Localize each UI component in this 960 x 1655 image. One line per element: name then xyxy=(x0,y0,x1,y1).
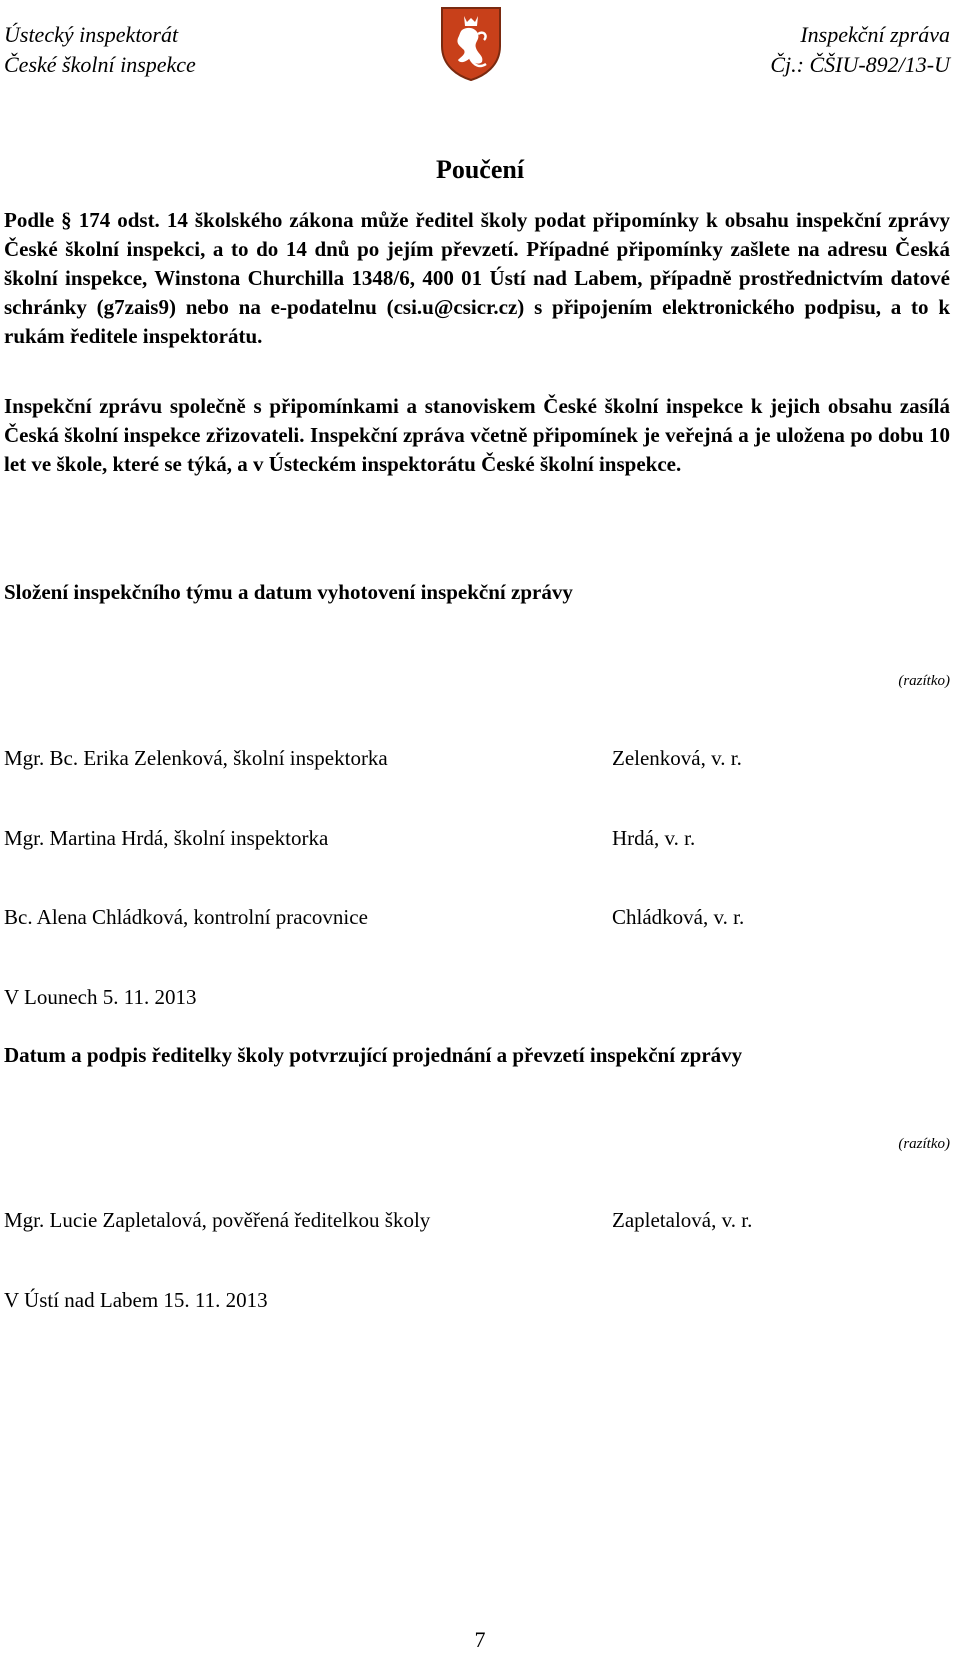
team-member-signature: Chládková, v. r. xyxy=(612,905,745,929)
director-signature: Zapletalová, v. r. xyxy=(612,1208,753,1232)
instruction-paragraph: Podle § 174 odst. 14 školského zákona může ředitel školy podat připomínky k obsahu inspekční zprávy České školní inspekci, a to do 14 dnů po jejím převzetí. Případné připomínky zašlete na adresu Česká školní inspekce, Winstona Churchilla 1348/6, 400 01 Ústí nad Labem, případně prostřednictvím datové schránky (g7zais9) nebo na e-podatelnu (csi.u@csicr.cz) s připojením elektronického podpisu, a to k rukám ředitele inspektorátu. xyxy=(4,208,950,348)
header-left xyxy=(4,20,196,80)
section-title: Poučení xyxy=(435,155,525,184)
director-place-date: V Ústí nad Labem 15. 11. 2013 xyxy=(4,1288,268,1312)
distribution-paragraph: Inspekční zprávu společně s připomínkami a stanoviskem České školní inspekce k jejich obsahu zasílá Česká školní inspekce zřizovateli. Inspekční zpráva včetně připomínek je veřejná a je uložena po dobu 10 let ve škole, které se týká, a v Ústeckém inspektorátu České školní inspekce. xyxy=(4,394,950,476)
director-stamp-label: (razítko) xyxy=(898,1136,950,1152)
page-header xyxy=(0,0,960,120)
director-heading: Datum a podpis ředitelky školy potvrzující projednání a převzetí inspekční zprávy xyxy=(4,1043,743,1067)
page-number: 7 xyxy=(474,1627,486,1652)
team-heading: Složení inspekčního týmu a datum vyhotovení inspekční zprávy xyxy=(4,580,573,604)
team-member-name: Bc. Alena Chládková, kontrolní pracovnice xyxy=(4,905,368,929)
team-member-signature: Zelenková, v. r. xyxy=(612,746,742,770)
czech-lion-coat-of-arms-icon xyxy=(440,6,502,82)
reference-number: Čj.: ČŠIU-892/13-U xyxy=(770,52,950,77)
team-place-date: V Lounech 5. 11. 2013 xyxy=(4,985,197,1009)
team-member-name: Mgr. Martina Hrdá, školní inspektorka xyxy=(4,826,329,850)
inspectorate-name: Ústecký inspektorát xyxy=(4,22,179,47)
team-stamp-label: (razítko) xyxy=(898,673,950,689)
team-member-signature: Hrdá, v. r. xyxy=(612,826,696,850)
director-name: Mgr. Lucie Zapletalová, pověřená ředitelkou školy xyxy=(4,1208,431,1232)
institution-name: České školní inspekce xyxy=(4,52,196,77)
header-right xyxy=(770,20,950,80)
team-member-name: Mgr. Bc. Erika Zelenková, školní inspektorka xyxy=(4,746,388,770)
document-type: Inspekční zpráva xyxy=(800,22,950,47)
